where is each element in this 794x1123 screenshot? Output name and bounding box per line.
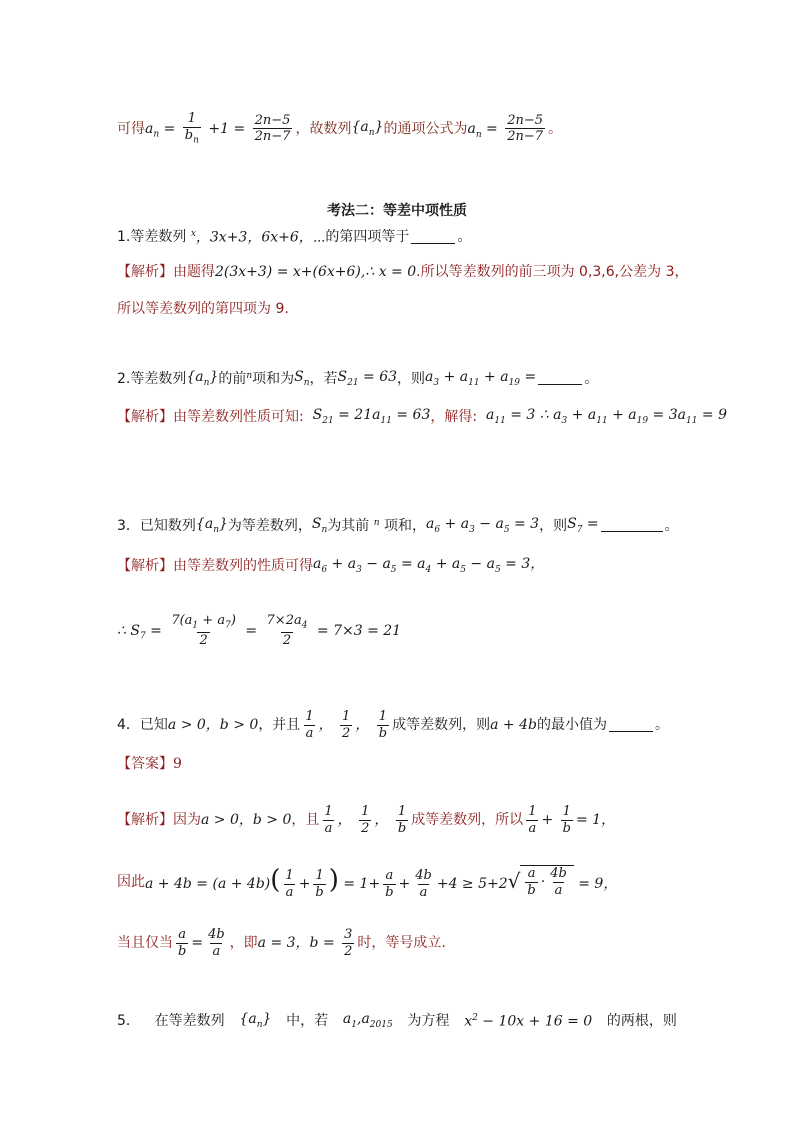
q4-blank bbox=[609, 719, 653, 732]
q3-sol-s7: ∴ $S_7$ = $\frac{7(a_1 + a_7)}{2}$ = $\frac{7\times 2a_4}{2}$ = 7×3 = 21 bbox=[117, 613, 402, 649]
q1-line bbox=[117, 230, 471, 245]
q4-answer bbox=[117, 757, 182, 771]
q4-cond: a > 0，b > 0 bbox=[167, 717, 259, 734]
q2-sn: $S_n$ bbox=[294, 369, 310, 388]
q4-sol-label: 【解析】 bbox=[117, 812, 173, 829]
q5-line bbox=[117, 1012, 677, 1030]
q3-end: 。 bbox=[664, 517, 679, 534]
q2-sol-label: 【解析】 bbox=[117, 408, 173, 425]
q5-number: 5． bbox=[117, 1012, 140, 1029]
q3-sol-label: 【解析】 bbox=[117, 557, 173, 574]
q4-line3-vals: a = 3，b = $\frac{3}{2}$ bbox=[257, 927, 353, 959]
q4-sol-b: ，且 bbox=[291, 812, 320, 829]
q4-sol-c: 成等差数列，所以 bbox=[411, 812, 524, 829]
q2-n: n bbox=[246, 370, 253, 381]
q1-sol-c: 所以等差数列的第四项为 9. bbox=[117, 301, 289, 317]
an-expr: $a_n$ = $\frac{1}{b_n}$ +1 = $\frac{2n-5}{2n-7}$ bbox=[145, 111, 291, 146]
q1-solution bbox=[117, 265, 688, 279]
q1-end: 。 bbox=[457, 229, 472, 246]
q2-text-a: 等差数列 bbox=[130, 370, 187, 387]
q4-answer-label: 【答案】 bbox=[117, 756, 173, 772]
q3-sol-a: 由等差数列的性质可得 bbox=[173, 557, 313, 574]
q2-text-c: 项和为 bbox=[252, 370, 295, 387]
an-prefix: 可得 bbox=[117, 120, 145, 137]
q4-text-c: 成等差数列，则 bbox=[392, 717, 491, 734]
an-result: $a_n$ = $\frac{2n-5}{2n-7}$ bbox=[467, 112, 544, 145]
q2-sum: $a_3 + a_{11} + a_{19}$ = bbox=[425, 369, 537, 388]
q2-sol-eq2: $a_{11} = 3$ ∴ $a_3 + a_{11} + a_{19} = 3a_{11} = 9$ bbox=[477, 407, 727, 426]
q4-number: 4． bbox=[117, 717, 140, 734]
q3-text-b: 为等差数列， bbox=[227, 517, 312, 534]
q2-sol-b: ，解得: bbox=[430, 408, 478, 425]
q2-number: 2. bbox=[117, 370, 131, 387]
q5-text-d: 的两根，则 bbox=[606, 1012, 677, 1029]
q2-blank bbox=[538, 372, 582, 385]
q5-text-b: 中，若 bbox=[286, 1012, 329, 1029]
q5-text-c: 为方程 bbox=[407, 1012, 450, 1029]
q3-seq: $\{a_n\}$ bbox=[195, 516, 228, 535]
q2-end: 。 bbox=[584, 370, 599, 387]
q4-expr: a + 4b bbox=[490, 717, 537, 734]
q4-line3-eq: $\frac{a}{b}$ = $\frac{4b}{a}$ bbox=[178, 927, 225, 959]
q1-sol-a: 由题得 bbox=[173, 264, 215, 280]
q1-sol-eq: 2(3x+3) = x+(6x+6),∴ x = 0 bbox=[215, 264, 417, 280]
q2-line bbox=[117, 370, 598, 388]
q5-roots: $a_1,a_{2015}$ bbox=[342, 1011, 393, 1030]
q3-eq: $a_6 + a_3 - a_5 = 3$ bbox=[426, 516, 540, 535]
q4-answer-value: 9 bbox=[173, 756, 182, 772]
q2-text-d: ，若 bbox=[309, 370, 338, 387]
q2-text-e: ，则 bbox=[397, 370, 426, 387]
q3-n: n bbox=[373, 517, 380, 528]
q4-line3-c: 时，等号成立. bbox=[357, 935, 446, 952]
q4-sol-a: 因为 bbox=[173, 812, 201, 829]
q1-blank bbox=[411, 231, 455, 244]
q4-fracs: $\frac{1}{a}$ ， $\frac{1}{2}$ ， $\frac{1}{b}$ bbox=[305, 709, 388, 741]
q2-s21: $S_{21} = 63$ bbox=[337, 369, 398, 388]
q3-line bbox=[117, 517, 679, 535]
q3-number: 3． bbox=[117, 517, 140, 534]
an-mid: ，故数列 bbox=[295, 120, 352, 137]
q2-sol-eq1: $S_{21} = 21a_{11} = 63$ bbox=[303, 407, 431, 426]
q1-terms: $^x$，3x+3，6x+6，⋯ bbox=[190, 229, 326, 246]
q4-line3-a: 当且仅当 bbox=[117, 935, 173, 952]
q1-number: 1. bbox=[117, 229, 131, 246]
q3-blank bbox=[601, 519, 663, 532]
q4-line2-a: 因此 bbox=[117, 874, 145, 891]
q4-end: 。 bbox=[654, 717, 669, 734]
q4-sol-fracs: $\frac{1}{a}$ ， $\frac{1}{2}$ ， $\frac{1}{b}$ bbox=[324, 804, 407, 836]
q4-solution-2 bbox=[117, 865, 617, 899]
q2-sol-a: 由等差数列性质可知: bbox=[173, 408, 304, 425]
q3-text-c: 为其前 bbox=[327, 517, 370, 534]
q5-seq: $\{a_n\}$ bbox=[239, 1011, 272, 1030]
an-suffix: 的通项公式为 bbox=[383, 120, 468, 137]
q4-line2-eq: a + 4b = (a + 4b)( $\frac{1}{a}$ + $\frac{1}{b}$ ) = 1+ $\frac{a}{b}$ + $\frac{4b}{a}$ +4 ≥ 5+2 √ $\frac{a}{b}$ · $\frac{4b}{a}$ = 9， bbox=[145, 865, 618, 900]
q4-text-d: 的最小值为 bbox=[536, 717, 607, 734]
q1-text-a: 等差数列 bbox=[130, 229, 187, 246]
q4-text-b: ，并且 bbox=[258, 717, 301, 734]
q3-solution-2 bbox=[117, 614, 401, 648]
q1-text-b: 的第四项等于 bbox=[325, 229, 410, 246]
q2-text-b: 的前 bbox=[218, 370, 247, 387]
q1-solution-2 bbox=[117, 302, 289, 316]
q5-equation: $x^2 - 10x + 16 = 0$ bbox=[464, 1012, 593, 1030]
q4-solution-3 bbox=[117, 928, 446, 958]
section-heading: 考法二：等差中项性质 bbox=[327, 203, 467, 219]
q4-line bbox=[117, 710, 669, 740]
q3-text-e: ，则 bbox=[539, 517, 568, 534]
q4-line3-b: ，即 bbox=[229, 935, 258, 952]
q4-sol-eq: $\frac{1}{a}$ + $\frac{1}{b}$ = 1， bbox=[528, 804, 616, 836]
q2-seq: $\{a_n\}$ bbox=[186, 369, 219, 388]
an-formula-line bbox=[117, 112, 562, 146]
q3-text-a: 已知数列 bbox=[139, 517, 196, 534]
q4-solution bbox=[117, 805, 615, 835]
q4-sol-cond: a > 0，b > 0 bbox=[201, 812, 292, 829]
an-end: 。 bbox=[548, 120, 563, 137]
q1-sol-label: 【解析】 bbox=[117, 264, 173, 280]
q3-text-d: 项和， bbox=[384, 517, 427, 534]
q2-solution bbox=[117, 408, 727, 426]
q1-sol-b: .所以等差数列的前三项为 0,3,6,公差为 3， bbox=[416, 264, 689, 280]
q3-s7: $S_7$ = bbox=[567, 516, 599, 535]
q4-text-a: 已知 bbox=[139, 717, 168, 734]
q3-sol-eq: $a_6 + a_3 - a_5 = a_4 + a_5 - a_5 = 3$， bbox=[313, 556, 545, 575]
an-seq: $\{a_n\}$ bbox=[351, 118, 384, 138]
q3-solution bbox=[117, 557, 544, 575]
q5-text-a: 在等差数列 bbox=[154, 1012, 225, 1029]
q3-sn: $S_n$ bbox=[311, 516, 328, 535]
